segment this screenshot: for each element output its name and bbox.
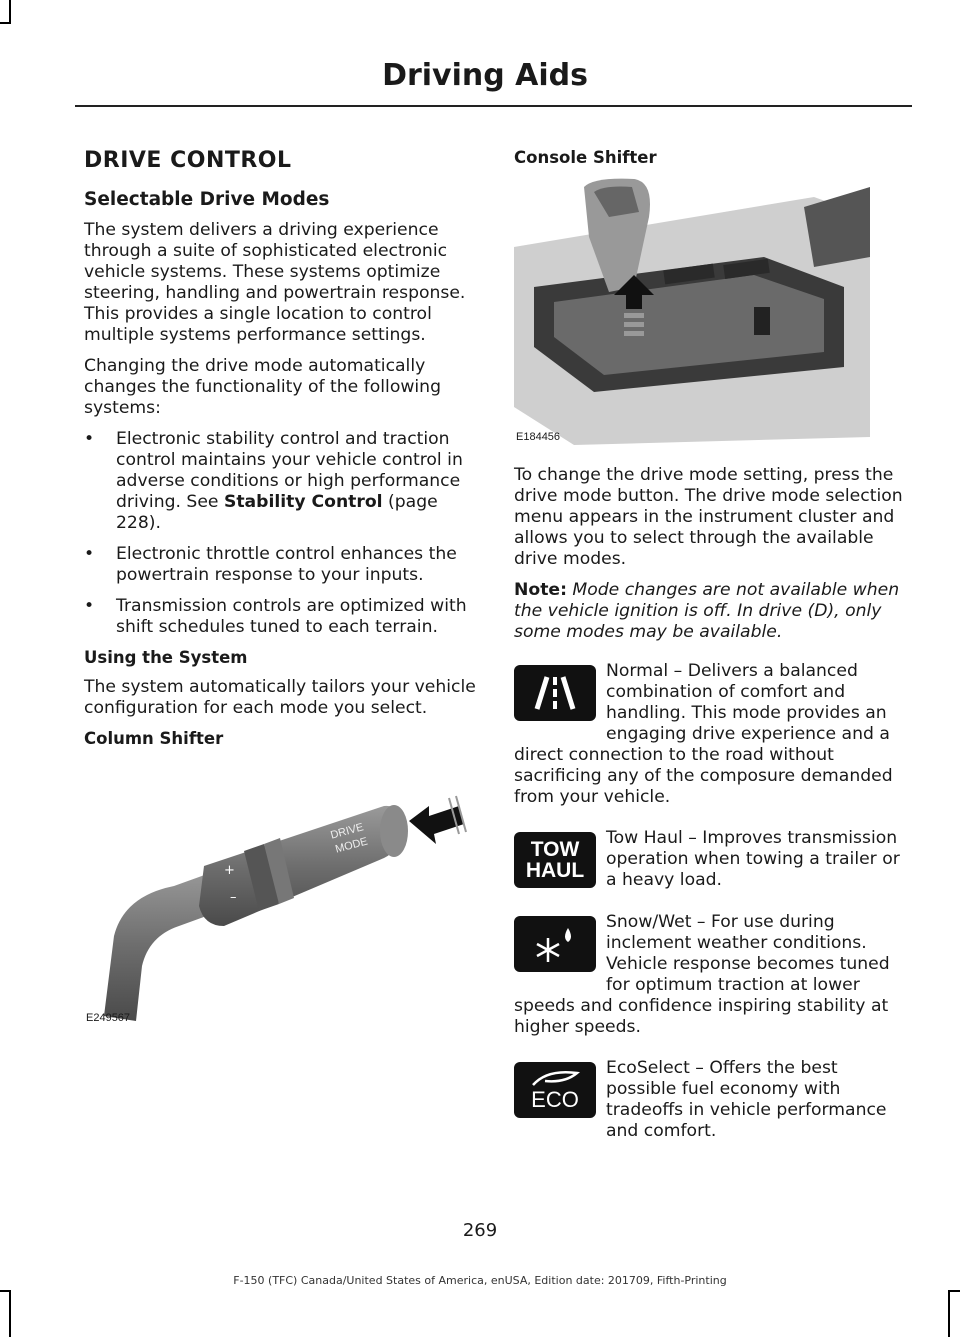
eco-label: ECO	[531, 1087, 579, 1112]
using-system-title: Using the System	[84, 648, 248, 667]
console-shifter-figure	[514, 177, 870, 445]
crop-mark	[9, 0, 11, 24]
note-paragraph	[514, 580, 908, 643]
tow-haul-icon	[514, 832, 596, 888]
mode-tow-haul-text: Tow Haul – Improves transmission operation when towing a trailer or a heavy load.	[606, 828, 900, 890]
bullet-glyph: •	[84, 596, 95, 616]
stalk-label-drive: DRIVE	[329, 821, 365, 842]
subtitle-drive-modes: Selectable Drive Modes	[84, 189, 330, 210]
intro-paragraph: The system delivers a driving experience through a suite of sophisticated electronic vehicle systems. These systems optimize steering, handling and powertrain response. This provides a single location to control multiple systems performance settings.	[84, 220, 466, 345]
crop-mark	[948, 1290, 960, 1292]
bullet2-text: Electronic throttle control enhances the powertrain response to your inputs.	[116, 544, 457, 585]
changing-paragraph: Changing the drive mode automatically changes the functionality of the following systems:	[84, 356, 441, 418]
left-column	[84, 148, 476, 1026]
stalk-plus: +	[224, 863, 235, 878]
list-item	[84, 429, 476, 534]
mode-eco	[514, 1058, 908, 1142]
bullet-glyph: •	[84, 544, 95, 564]
column-shifter-illustration	[84, 776, 474, 1026]
bullet-glyph: •	[84, 429, 95, 449]
list-item	[84, 596, 476, 638]
section-title: DRIVE CONTROL	[84, 148, 292, 173]
right-column	[514, 148, 908, 1162]
change-mode-paragraph: To change the drive mode setting, press the drive mode button. The drive mode selection menu appears in the instrument cluster and allows you to select through the available drive modes.	[514, 465, 903, 569]
column-shifter-figure	[84, 776, 474, 1026]
console-shifter-illustration	[514, 177, 870, 445]
figure-id: E249567	[86, 1012, 131, 1024]
console-shifter-title: Console Shifter	[514, 148, 657, 167]
page-header-title: Driving Aids	[382, 58, 588, 93]
crop-mark	[0, 22, 11, 24]
mode-tow-haul	[514, 828, 908, 892]
mode-normal-text: Normal – Delivers a balanced combination of comfort and handling. This mode provides an engaging drive experience and a direct connection to the road without sacrificing any of the composure demanded from your vehicle.	[514, 661, 893, 807]
stability-control-link[interactable]: Stability Control	[223, 492, 383, 512]
header-rule	[75, 105, 912, 107]
using-system-paragraph: The system automatically tailors your vehicle configuration for each mode you select.	[84, 677, 476, 718]
systems-list	[84, 429, 476, 638]
mode-snow-wet	[514, 912, 908, 1038]
bullet1-text: Electronic stability control and traction control maintains your vehicle control in adverse conditions or high performance driving. See	[116, 429, 463, 512]
crop-mark	[948, 1290, 950, 1337]
edition-footer: F-150 (TFC) Canada/United States of America, enUSA, Edition date: 201709, Fifth-Printing	[233, 1274, 727, 1287]
crop-mark	[9, 1290, 11, 1337]
bullet1-page: (page 228).	[116, 492, 438, 533]
page-number: 269	[462, 1220, 498, 1241]
note-label: Note:	[514, 580, 567, 600]
mode-snow-wet-text: Snow/Wet – For use during inclement weather conditions. Vehicle response becomes tuned for optimum traction at lower speeds and confidence inspiring stability at higher speeds.	[514, 912, 890, 1037]
stalk-label-mode: MODE	[334, 835, 370, 856]
haul-label: HAUL	[525, 859, 585, 882]
column-shifter-title: Column Shifter	[84, 729, 224, 748]
crop-mark	[0, 1290, 11, 1292]
stalk-minus: –	[230, 890, 237, 905]
normal-mode-icon	[514, 665, 596, 721]
eco-icon	[514, 1062, 596, 1118]
mode-eco-text: EcoSelect – Offers the best possible fuel economy with tradeoffs in vehicle performance and comfort.	[606, 1058, 887, 1141]
figure-id: E184456	[516, 431, 561, 443]
mode-normal	[514, 661, 908, 808]
snow-wet-icon	[514, 916, 596, 972]
bullet3-text: Transmission controls are optimized with shift schedules tuned to each terrain.	[116, 596, 467, 637]
list-item	[84, 544, 476, 586]
note-text: Mode changes are not available when the vehicle ignition is off. In drive (D), only some modes may be available.	[514, 580, 900, 642]
tow-label: TOW	[530, 838, 580, 861]
